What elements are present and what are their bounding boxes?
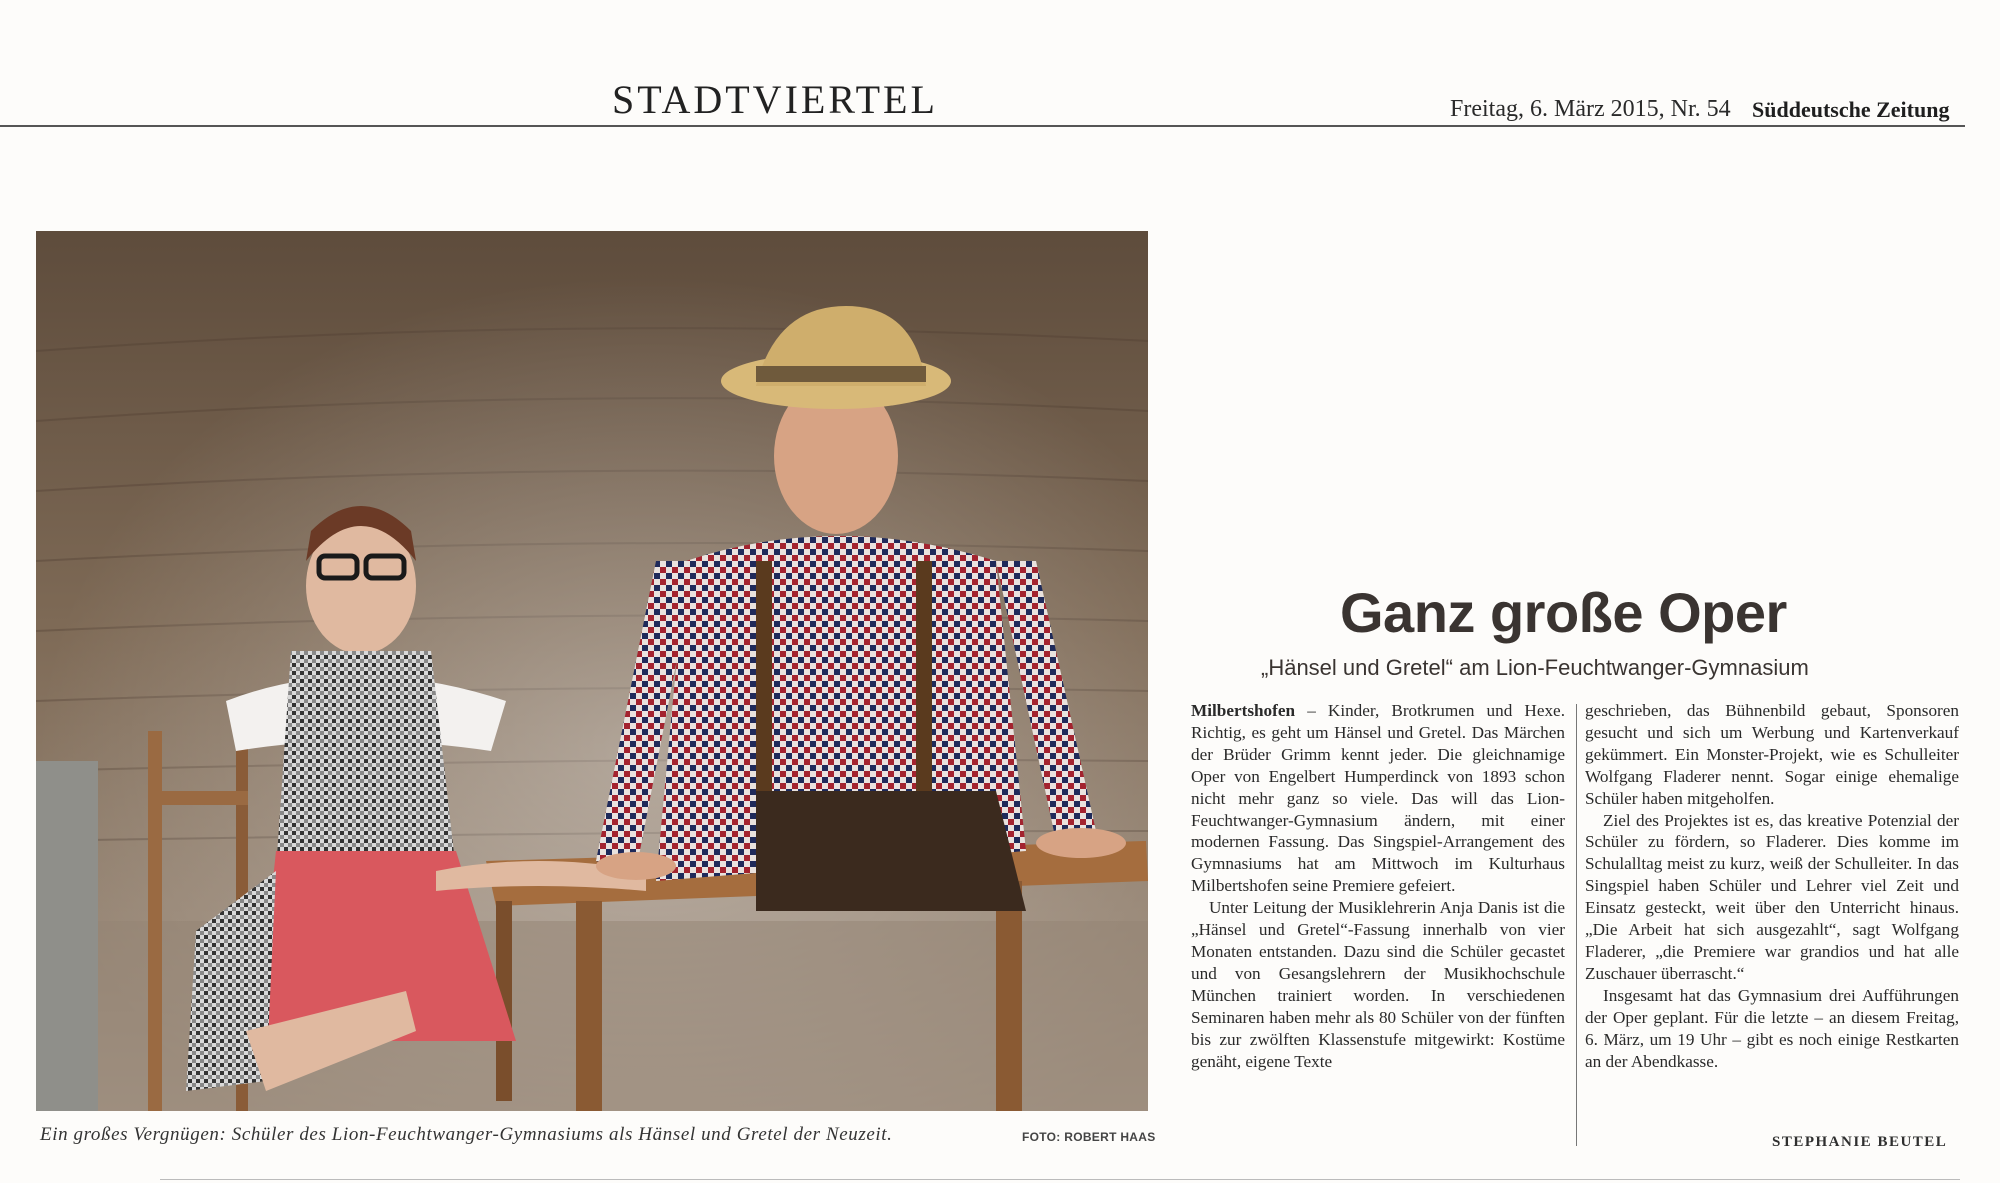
paragraph: Unter Leitung der Musiklehrerin Anja Danis ist die „Hänsel und Gretel“-Fassung innerhalb von vier Monaten entstanden. Dazu sind die Schüler gecastet und von Gesangslehrern der Musikhochschule München trainiert worden. In verschiedenen Seminaren haben mehr als 80 Schüler von der fünften bis zur zwölften Klassenstufe mitgewirkt: Kostüme genäht, eigene Texte bbox=[1191, 898, 1565, 1071]
photo-credit: FOTO: ROBERT HAAS bbox=[1022, 1130, 1156, 1144]
paragraph-text: – Kinder, Brotkrumen und Hexe. Richtig, es geht um Hänsel und Gretel. Das Märchen der Brüder Grimm kennt jeder. Die gleichnamige Oper von Engelbert Humperdinck von 1893 schon nicht mehr ganz so viele. Das will das Lion-Feuchtwanger-Gymnasium ändern, mit einer modernen Fassung. Das Singspiel-Arrangement des Gymnasiums hat am Mittwoch im Kulturhaus Milbertshofen seine Premiere gefeiert. bbox=[1191, 701, 1565, 896]
paragraph: Ziel des Projektes ist es, das kreative Potenzial der Schüler zu fördern, so Fladerer. Dies komme im Schulalltag meist zu kurz, weiß der Schulleiter. In das Singspiel haben Schüler und Lehrer viel Zeit und Einsatz gesteckt, weit über den Unterricht hinaus. „Die Arbeit hat sich ausgezahlt“, sagt Wolfgang Fladerer, „die Premiere war grandios und hat alle Zuschauer überrascht.“ bbox=[1585, 810, 1959, 983]
paragraph: Insgesamt hat das Gymnasium drei Aufführungen der Oper geplant. Für die letzte – an diesem Freitag, 6. März, um 19 Uhr – gibt es noch einige Restkarten an der Abendkasse. bbox=[1585, 985, 1959, 1071]
article-headline: Ganz große Oper bbox=[1340, 581, 1787, 644]
masthead bbox=[0, 0, 2000, 128]
article-photo bbox=[36, 231, 1148, 1111]
masthead-rule bbox=[0, 125, 1965, 127]
column-divider bbox=[1576, 704, 1577, 1146]
article-subheadline: „Hänsel und Gretel“ am Lion-Feuchtwanger-Gymnasium bbox=[1261, 655, 1809, 680]
article-column-2 bbox=[1585, 700, 1959, 1072]
photo-caption: Ein großes Vergnügen: Schüler des Lion-Feuchtwanger-Gymnasiums als Hänsel und Gretel der Neuzeit. bbox=[40, 1124, 893, 1145]
dateline-place: Milbertshofen bbox=[1191, 701, 1296, 720]
dateline: Freitag, 6. März 2015, Nr. 54 bbox=[1450, 96, 1731, 122]
newspaper-logo: Süddeutsche Zeitung bbox=[1752, 97, 1950, 122]
paragraph: geschrieben, das Bühnenbild gebaut, Sponsoren gesucht und sich um Werbung und Kartenverkauf gekümmert. Ein Monster-Projekt, wie es Schulleiter Wolfgang Fladerer nennt. Sogar einige ehemalige Schüler haben mitgeholfen. bbox=[1585, 701, 1959, 808]
stage-scene-illustration bbox=[36, 231, 1148, 1111]
section-title: STADTVIERTEL bbox=[612, 77, 938, 122]
article-column-1 bbox=[1191, 700, 1565, 1072]
paragraph bbox=[1191, 700, 1565, 897]
article-author: STEPHANIE BEUTEL bbox=[1772, 1134, 1948, 1150]
page-bottom-rule bbox=[160, 1179, 1960, 1180]
